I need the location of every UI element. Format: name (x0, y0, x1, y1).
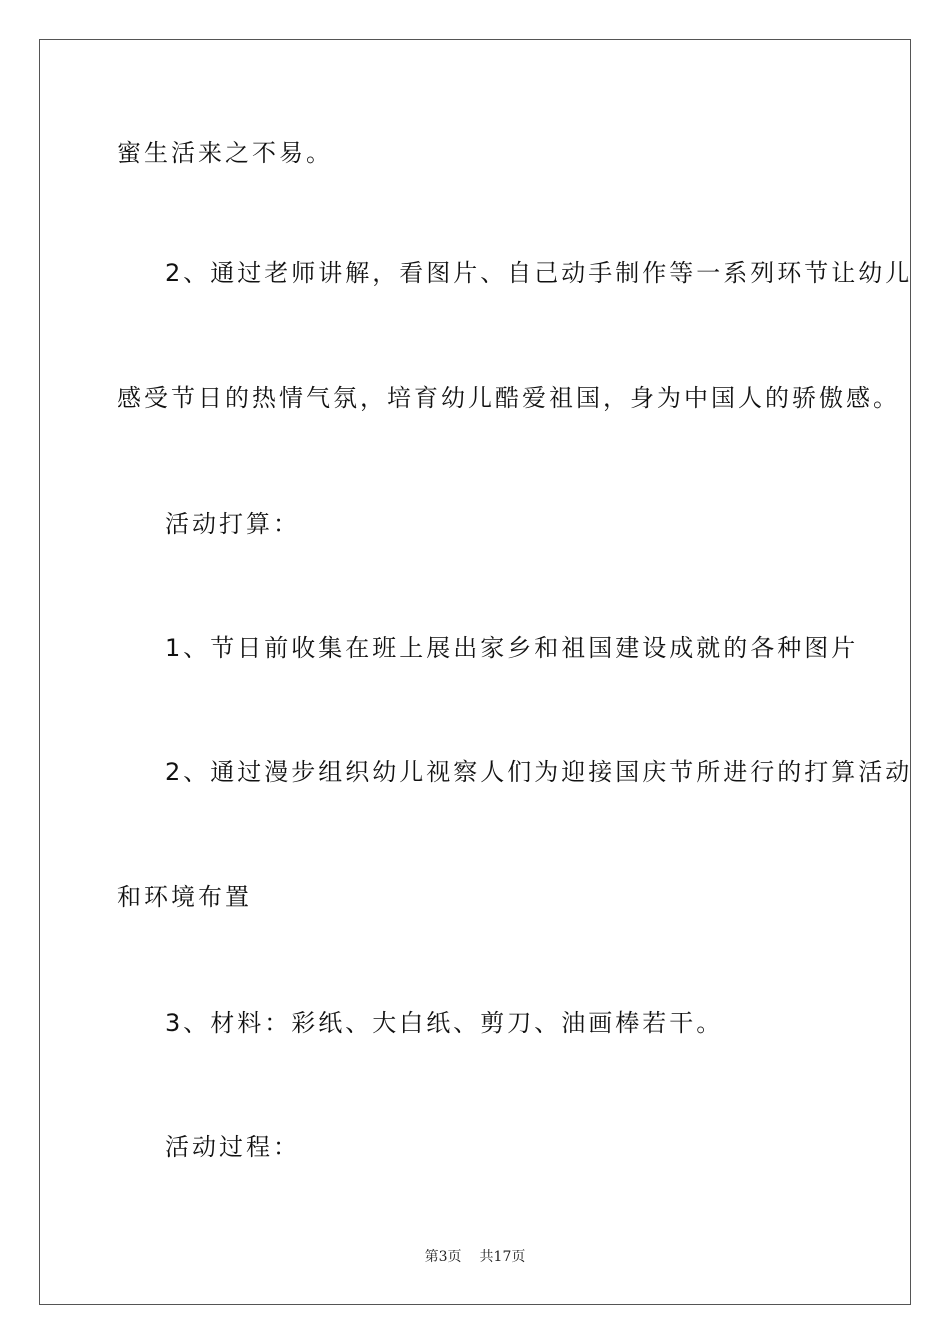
body-line-7: 和环境布置 (117, 883, 252, 911)
body-line-6: 2、通过漫步组织幼儿视察人们为迎接国庆节所进行的打算活动 (165, 758, 913, 786)
body-line-2: 2、通过老师讲解，看图片、自己动手制作等一系列环节让幼儿 (165, 259, 913, 287)
page-frame (39, 39, 911, 1305)
body-line-8: 3、材料：彩纸、大白纸、剪刀、油画棒若干。 (165, 1009, 724, 1037)
page-number: 第3页 (424, 1249, 462, 1265)
page-total: 共17页 (479, 1249, 526, 1265)
body-line-5: 1、节日前收集在班上展出家乡和祖国建设成就的各种图片 (165, 634, 859, 662)
body-line-3: 感受节日的热情气氛，培育幼儿酷爱祖国，身为中国人的骄傲感。 (117, 384, 900, 412)
section-heading-process: 活动过程： (165, 1133, 300, 1161)
body-line-1: 蜜生活来之不易。 (117, 139, 333, 167)
page-footer (0, 1248, 950, 1266)
section-heading-preparation: 活动打算： (165, 510, 300, 538)
